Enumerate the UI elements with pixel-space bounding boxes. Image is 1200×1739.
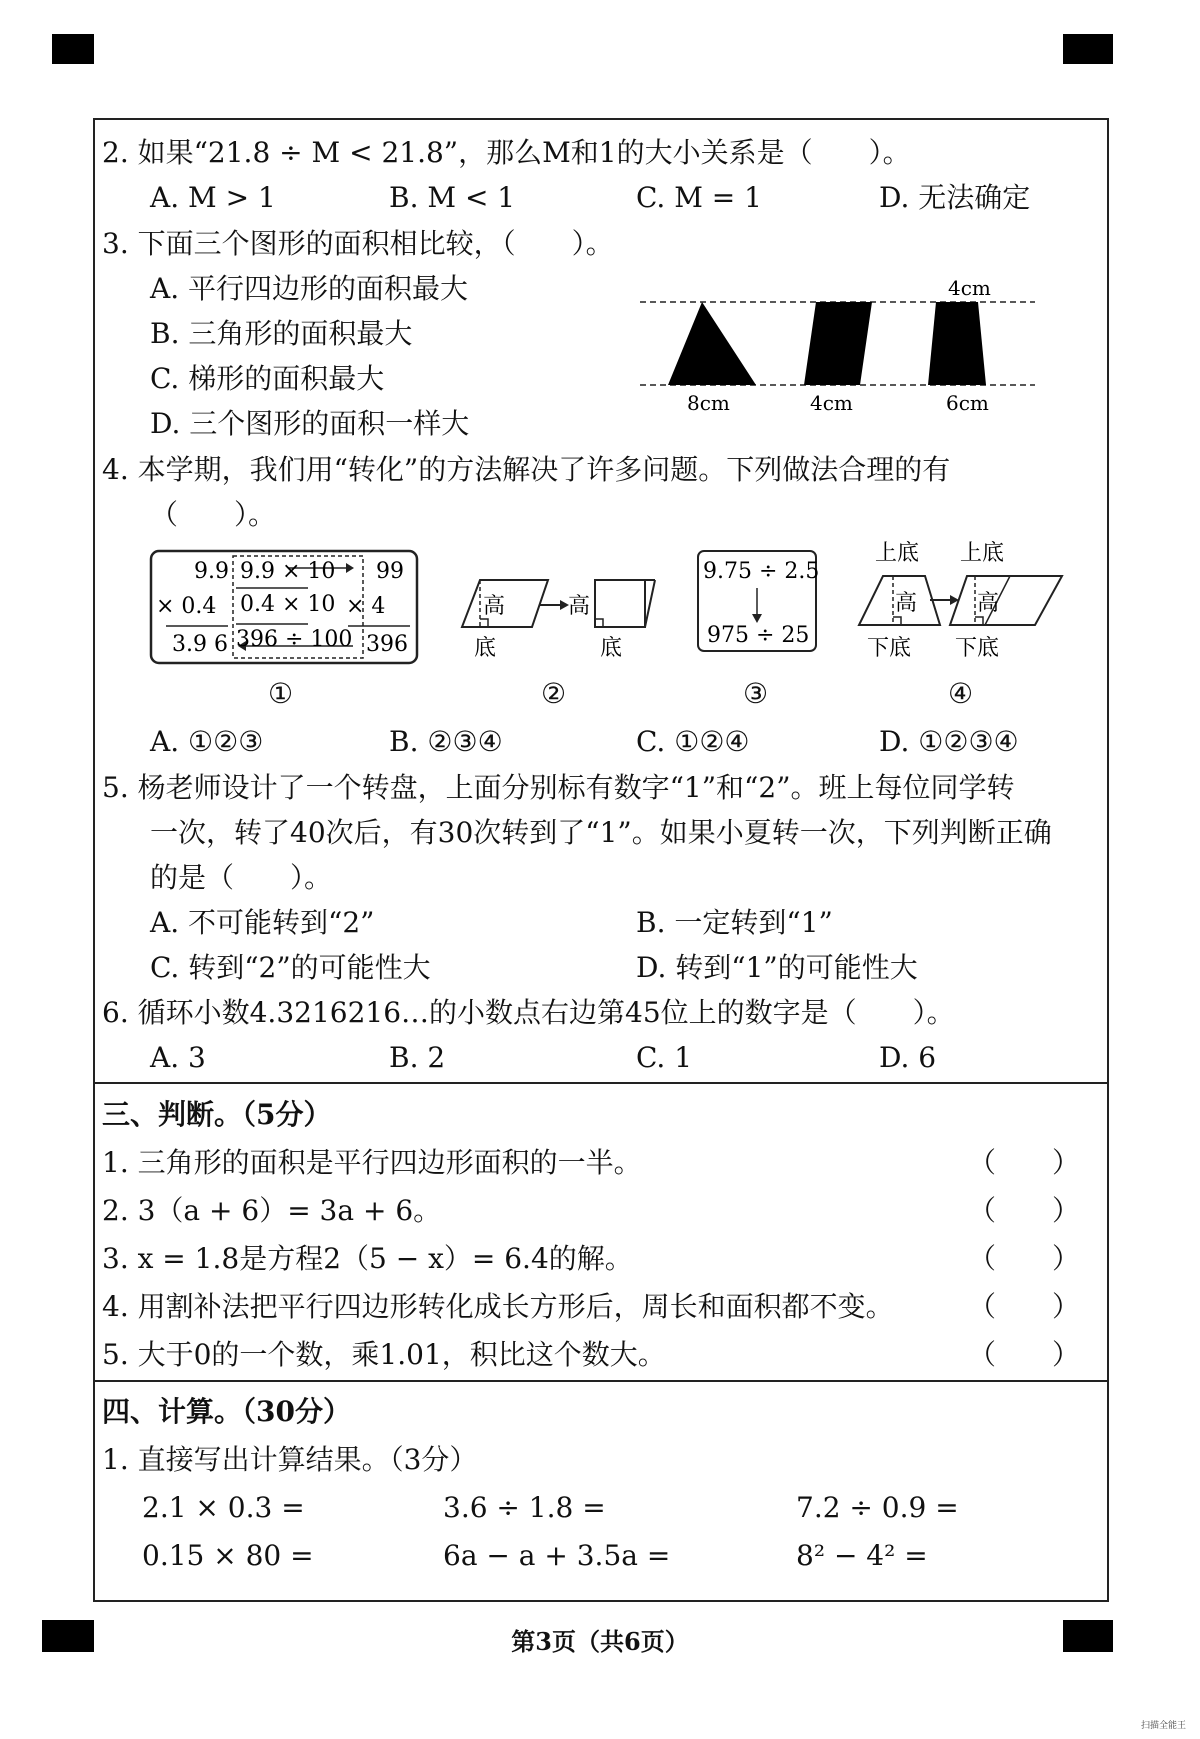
fig3-top: 9.75 ÷ 2.5 — [703, 559, 820, 584]
top-label: 4cm — [948, 276, 991, 300]
fig1-b: × 0.4 — [156, 594, 217, 619]
fig1-c: 3.9 6 — [172, 632, 228, 657]
parallelogram-shape — [804, 302, 872, 385]
q4-circled-4: ④ — [948, 677, 974, 710]
fig1-i: 396 — [366, 632, 408, 657]
fig2-di-1: 底 — [474, 636, 497, 661]
judge-item-5: 5. 大于0的一个数，乘1.01，积比这个数大。 — [102, 1338, 666, 1371]
section-4-title: 四、计算。（30分） — [102, 1395, 351, 1428]
calc-1[interactable]: 2.1 × 0.3 = — [142, 1491, 305, 1524]
q4-figure-4 — [855, 540, 1075, 670]
fig1-d: 9.9 × 10 — [240, 559, 336, 584]
q4-stem-line2: （ ）。 — [150, 498, 277, 531]
calc-2[interactable]: 3.6 ÷ 1.8 = — [443, 1491, 606, 1524]
q6-option-a[interactable]: A. 3 — [150, 1041, 206, 1074]
q4-circled-1: ① — [268, 677, 294, 710]
section-divider-3 — [93, 1082, 1109, 1084]
fig1-e: 0.4 × 10 — [240, 592, 336, 617]
q4-circled-2: ② — [541, 677, 567, 710]
fig4-gao-1: 高 — [895, 591, 918, 616]
q3-option-d[interactable]: D. 三个图形的面积一样大 — [150, 407, 470, 440]
registration-mark-top-left — [52, 34, 94, 64]
answer-blank-2[interactable]: （ ） — [968, 1194, 1081, 1227]
answer-blank-4[interactable]: （ ） — [968, 1290, 1081, 1323]
answer-blank-5[interactable]: （ ） — [968, 1338, 1081, 1371]
fig1-f: 396 ÷ 100 — [236, 627, 353, 652]
q3-stem: 3. 下面三个图形的面积相比较，（ ）。 — [102, 227, 614, 260]
q2-option-c[interactable]: C. M = 1 — [636, 181, 762, 214]
page-number: 第3页（共6页） — [511, 1627, 689, 1656]
fig4-top-2: 上底 — [960, 541, 1005, 566]
calc-5[interactable]: 6a − a + 3.5a = — [443, 1539, 671, 1572]
q4-option-d[interactable]: D. ①②③④ — [879, 725, 1019, 758]
registration-mark-top-right — [1063, 34, 1113, 64]
q3-shapes-figure — [630, 270, 1040, 420]
q4-stem-line1: 4. 本学期，我们用“转化”的方法解决了许多问题。下列做法合理的有 — [102, 453, 951, 486]
q5-option-a[interactable]: A. 不可能转到“2” — [150, 906, 375, 939]
section-divider-4 — [93, 1380, 1109, 1382]
q4-figure-3 — [695, 548, 820, 656]
q6-option-c[interactable]: C. 1 — [636, 1041, 693, 1074]
fig2-gao-1: 高 — [483, 594, 506, 619]
q2-option-b[interactable]: B. M < 1 — [389, 181, 516, 214]
judge-item-1: 1. 三角形的面积是平行四边形面积的一半。 — [102, 1146, 642, 1179]
trapezoid-shape — [928, 302, 986, 385]
fig1-g: 99 — [376, 559, 404, 584]
fig4-bottom-2: 下底 — [955, 636, 1000, 661]
q5-line2: 一次，转了40次后，有30次转到了“1”。如果小夏转一次，下列判断正确 — [150, 816, 1052, 849]
q6-option-d[interactable]: D. 6 — [879, 1041, 937, 1074]
q2-option-d[interactable]: D. 无法确定 — [879, 181, 1031, 214]
base-label-1: 8cm — [687, 391, 730, 415]
fig4-top-1: 上底 — [875, 541, 920, 566]
base-label-3: 6cm — [946, 391, 989, 415]
calc-4[interactable]: 0.15 × 80 = — [142, 1539, 314, 1572]
judge-item-4: 4. 用割补法把平行四边形转化成长方形后，周长和面积都不变。 — [102, 1290, 894, 1323]
q6-stem: 6. 循环小数4.3216216…的小数点右边第45位上的数字是（ ）。 — [102, 996, 955, 1029]
calc-question-1: 1. 直接写出计算结果。（3分） — [102, 1443, 478, 1476]
fig1-h: × 4 — [346, 594, 386, 619]
q5-option-c[interactable]: C. 转到“2”的可能性大 — [150, 951, 431, 984]
q2-stem: 2. 如果“21.8 ÷ M < 21.8”，那么M和1的大小关系是（ ）。 — [102, 136, 911, 169]
scanner-watermark: 扫描全能王 — [1140, 1721, 1186, 1731]
q3-option-b[interactable]: B. 三角形的面积最大 — [150, 317, 413, 350]
q4-option-a[interactable]: A. ①②③ — [150, 725, 264, 758]
q6-option-b[interactable]: B. 2 — [389, 1041, 446, 1074]
fig4-bottom-1: 下底 — [867, 636, 912, 661]
answer-blank-3[interactable]: （ ） — [968, 1242, 1081, 1275]
fig4-gao-2: 高 — [977, 591, 1000, 616]
q4-circled-3: ③ — [743, 677, 769, 710]
triangle-shape — [668, 302, 756, 385]
answer-blank-1[interactable]: （ ） — [968, 1146, 1081, 1179]
judge-item-3: 3. x = 1.8是方程2（5 − x）= 6.4的解。 — [102, 1242, 633, 1275]
q4-figure-1 — [148, 548, 420, 668]
fig1-a: 9.9 — [194, 559, 229, 584]
q5-option-b[interactable]: B. 一定转到“1” — [636, 906, 833, 939]
q4-option-c[interactable]: C. ①②④ — [636, 725, 750, 758]
section-3-title: 三、判断。（5分） — [102, 1098, 332, 1131]
fig2-di-2: 底 — [600, 636, 623, 661]
q4-option-b[interactable]: B. ②③④ — [389, 725, 503, 758]
fig2-gao-2: 高 — [568, 594, 591, 619]
q2-option-a[interactable]: A. M > 1 — [150, 181, 276, 214]
q5-line3: 的是（ ）。 — [150, 861, 333, 894]
q5-line1: 5. 杨老师设计了一个转盘，上面分别标有数字“1”和“2”。班上每位同学转 — [102, 771, 1015, 804]
q4-figure-2 — [450, 565, 665, 665]
q5-option-d[interactable]: D. 转到“1”的可能性大 — [636, 951, 918, 984]
q3-option-a[interactable]: A. 平行四边形的面积最大 — [150, 272, 469, 305]
q3-option-c[interactable]: C. 梯形的面积最大 — [150, 362, 385, 395]
fig3-bottom: 975 ÷ 25 — [707, 623, 810, 648]
calc-3[interactable]: 7.2 ÷ 0.9 = — [796, 1491, 959, 1524]
calc-6[interactable]: 8² − 4² = — [796, 1539, 928, 1572]
base-label-2: 4cm — [810, 391, 853, 415]
judge-item-2: 2. 3（a + 6）= 3a + 6。 — [102, 1194, 442, 1227]
